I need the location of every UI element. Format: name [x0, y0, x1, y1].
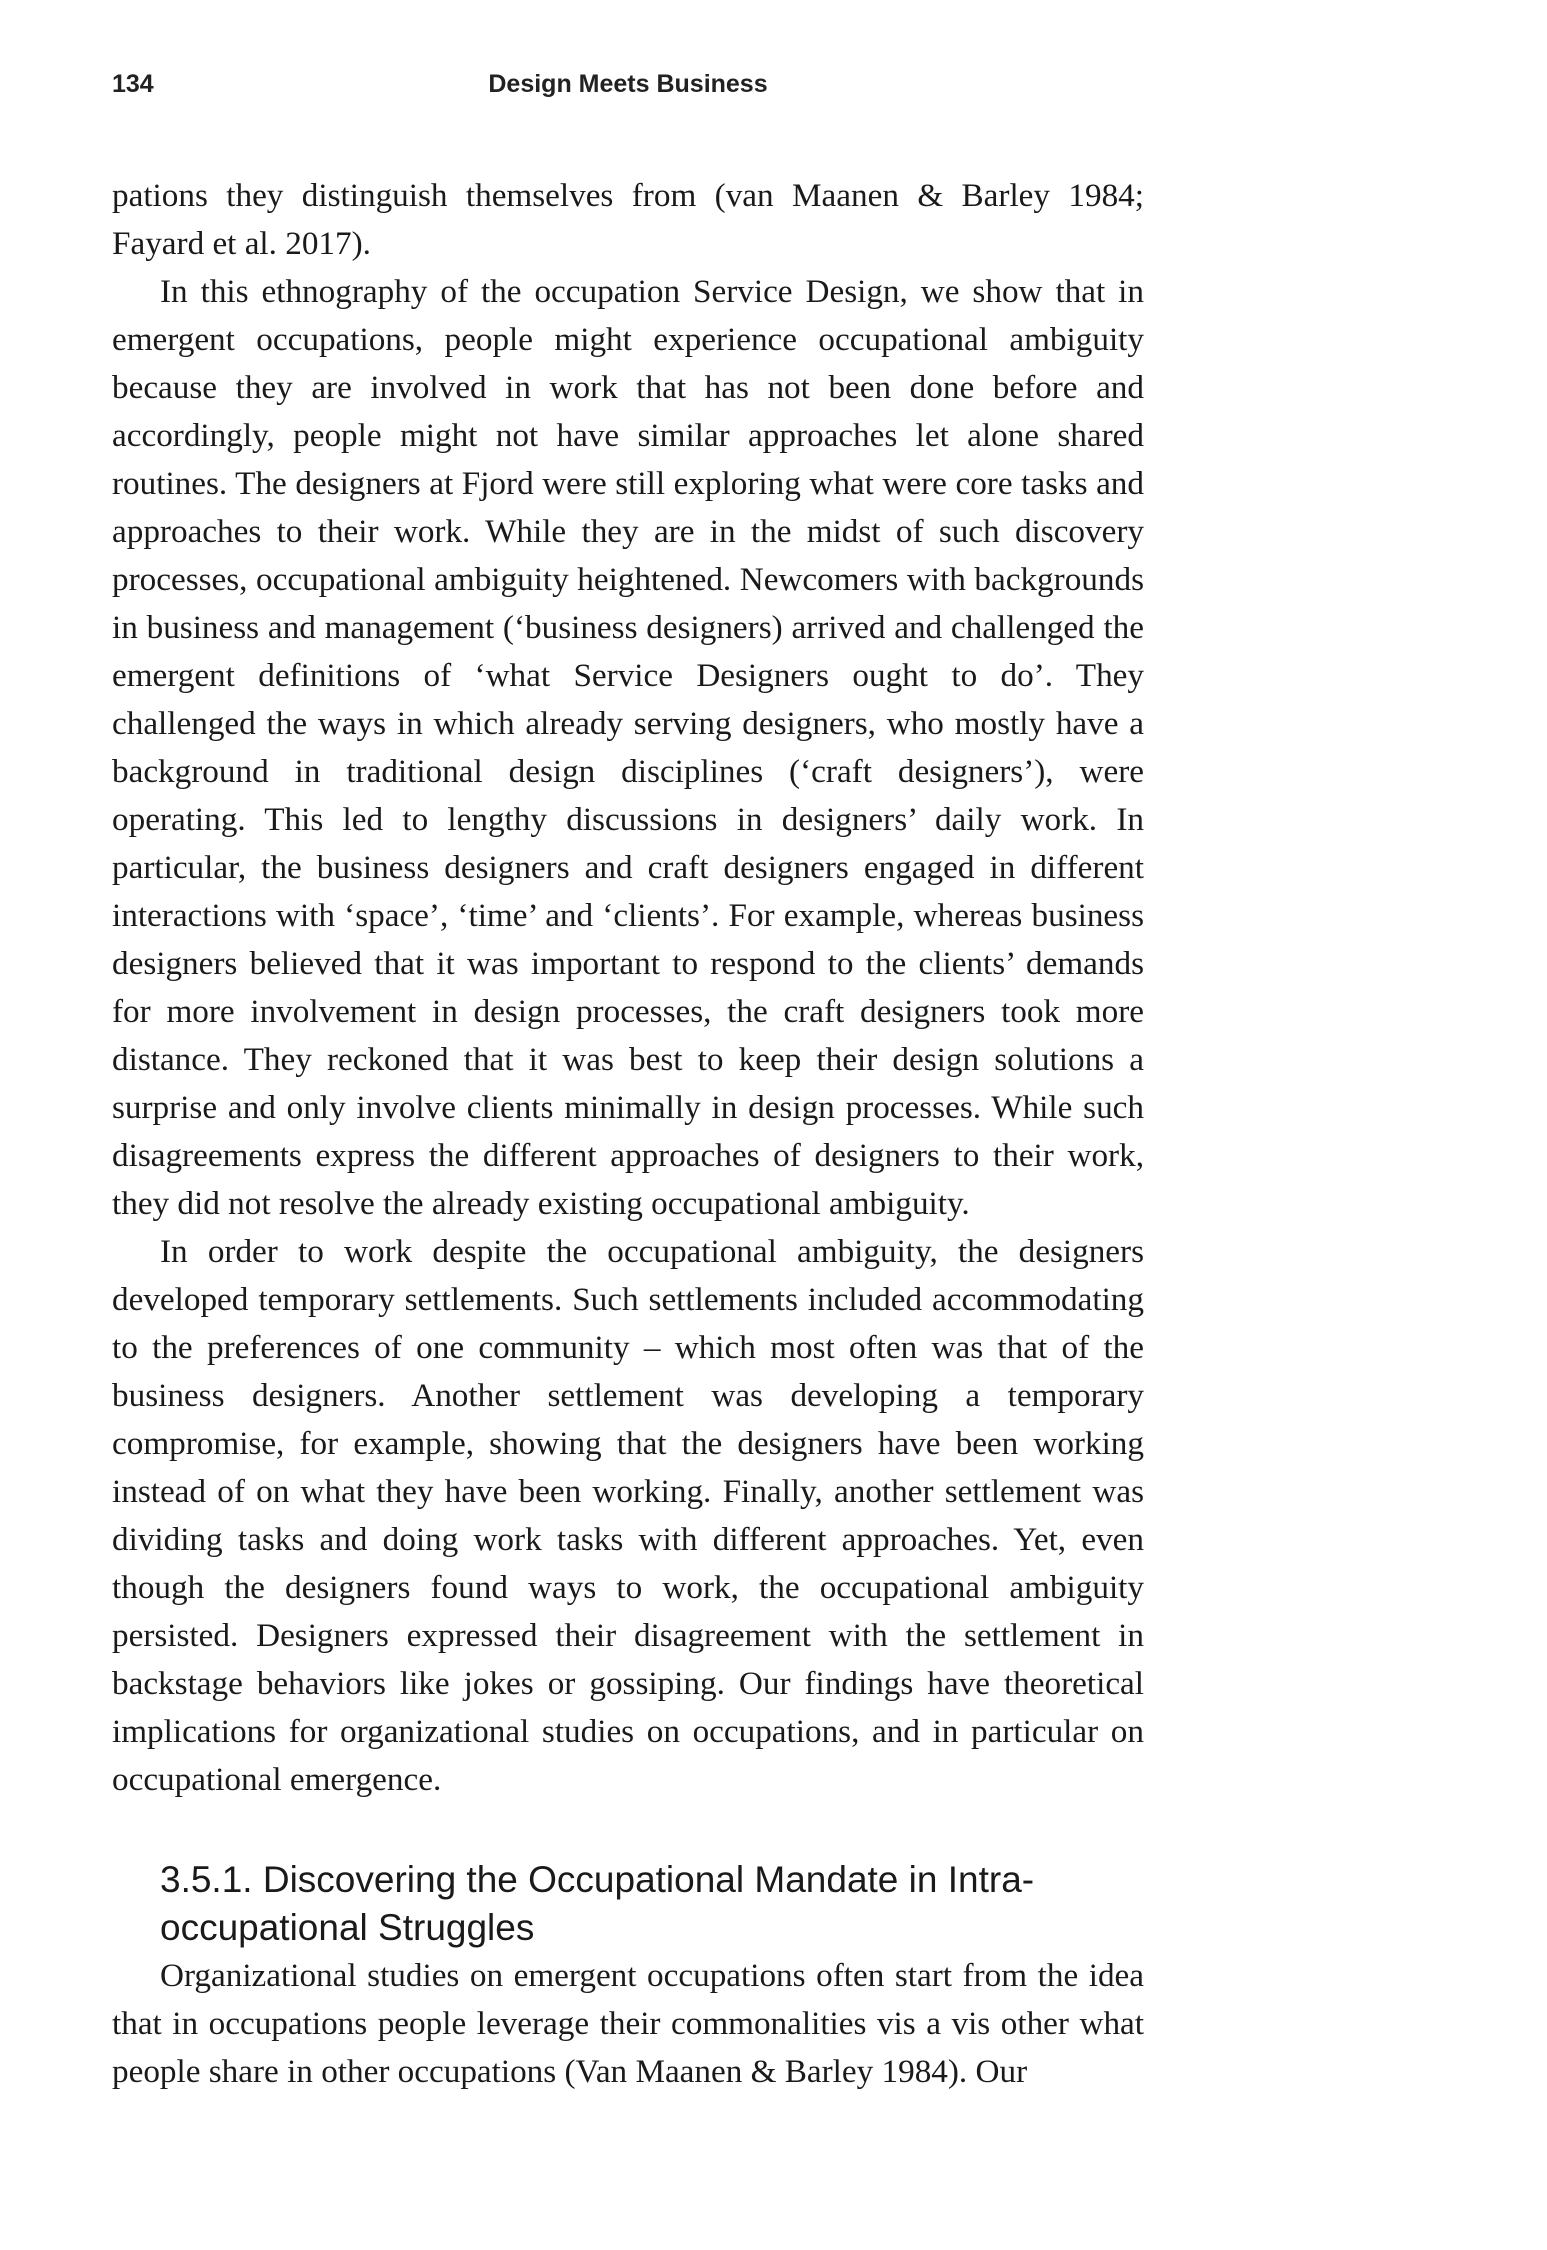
paragraph: In this ethnography of the occupation Service Design, we show that in emergent occupations, people might experience occupational ambiguity because they are involved in work that has not been done before and accordingly, people might not have similar approaches let alone shared routines. The designers at Fjord were still exploring what were core tasks and approaches to their work. While they are in the midst of such discovery processes, occupational ambiguity heightened. Newcomers with backgrounds in business and management (‘business designers) arrived and challenged the emergent definitions of ‘what Service Designers ought to do’. They challenged the ways in which already serving designers, who mostly have a background in traditional design disciplines (‘craft designers’), were operating. This led to lengthy discussions in designers’ daily work. In particular, the business designers and craft designers engaged in different interactions with ‘space’, ‘time’ and ‘clients’. For example, whereas business designers believed that it was important to respond to the clients’ demands for more involvement in design processes, the craft designers took more distance. They reckoned that it was best to keep their design solutions a surprise and only involve clients minimally in design processes. While such disagreements express the different approaches of designers to their work, they did not resolve the already existing occupational ambiguity.	[112, 273, 1144, 1222]
paragraph-continued: pations they distinguish themselves from (van Maanen & Barley 1984; Fayard et al. 2017).	[112, 177, 1144, 262]
running-header	[112, 70, 1144, 110]
paragraph: Organizational studies on emergent occupations often start from the idea that in occupations people leverage their commonalities vis a vis other what people share in other occupations (Van Maanen & Barley 1984). Our	[112, 1957, 1144, 2090]
section-heading-line-2: occupational Struggles	[160, 1907, 535, 1948]
section-heading-line-1: 3.5.1. Discovering the Occupational Mandate in Intra-	[160, 1859, 1035, 1900]
paragraph: In order to work despite the occupational ambiguity, the designers developed temporary settlements. Such settlements included accommodating to the preferences of one community – which most often was that of the business designers. Another settlement was developing a temporary compromise, for example, showing that the designers have been working instead of on what they have been working. Finally, another settlement was dividing tasks and doing work tasks with different approaches. Yet, even though the designers found ways to work, the occupational ambiguity persisted. Designers expressed their disagreement with the settlement in backstage behaviors like jokes or gossiping. Our findings have theoretical implications for organizational studies on occupations, and in particular on occupational emergence.	[112, 1233, 1144, 1798]
section-heading	[160, 1856, 1144, 1952]
body-text	[112, 172, 1144, 2096]
page-number: 134	[112, 70, 154, 98]
book-title: Design Meets Business	[488, 70, 768, 98]
